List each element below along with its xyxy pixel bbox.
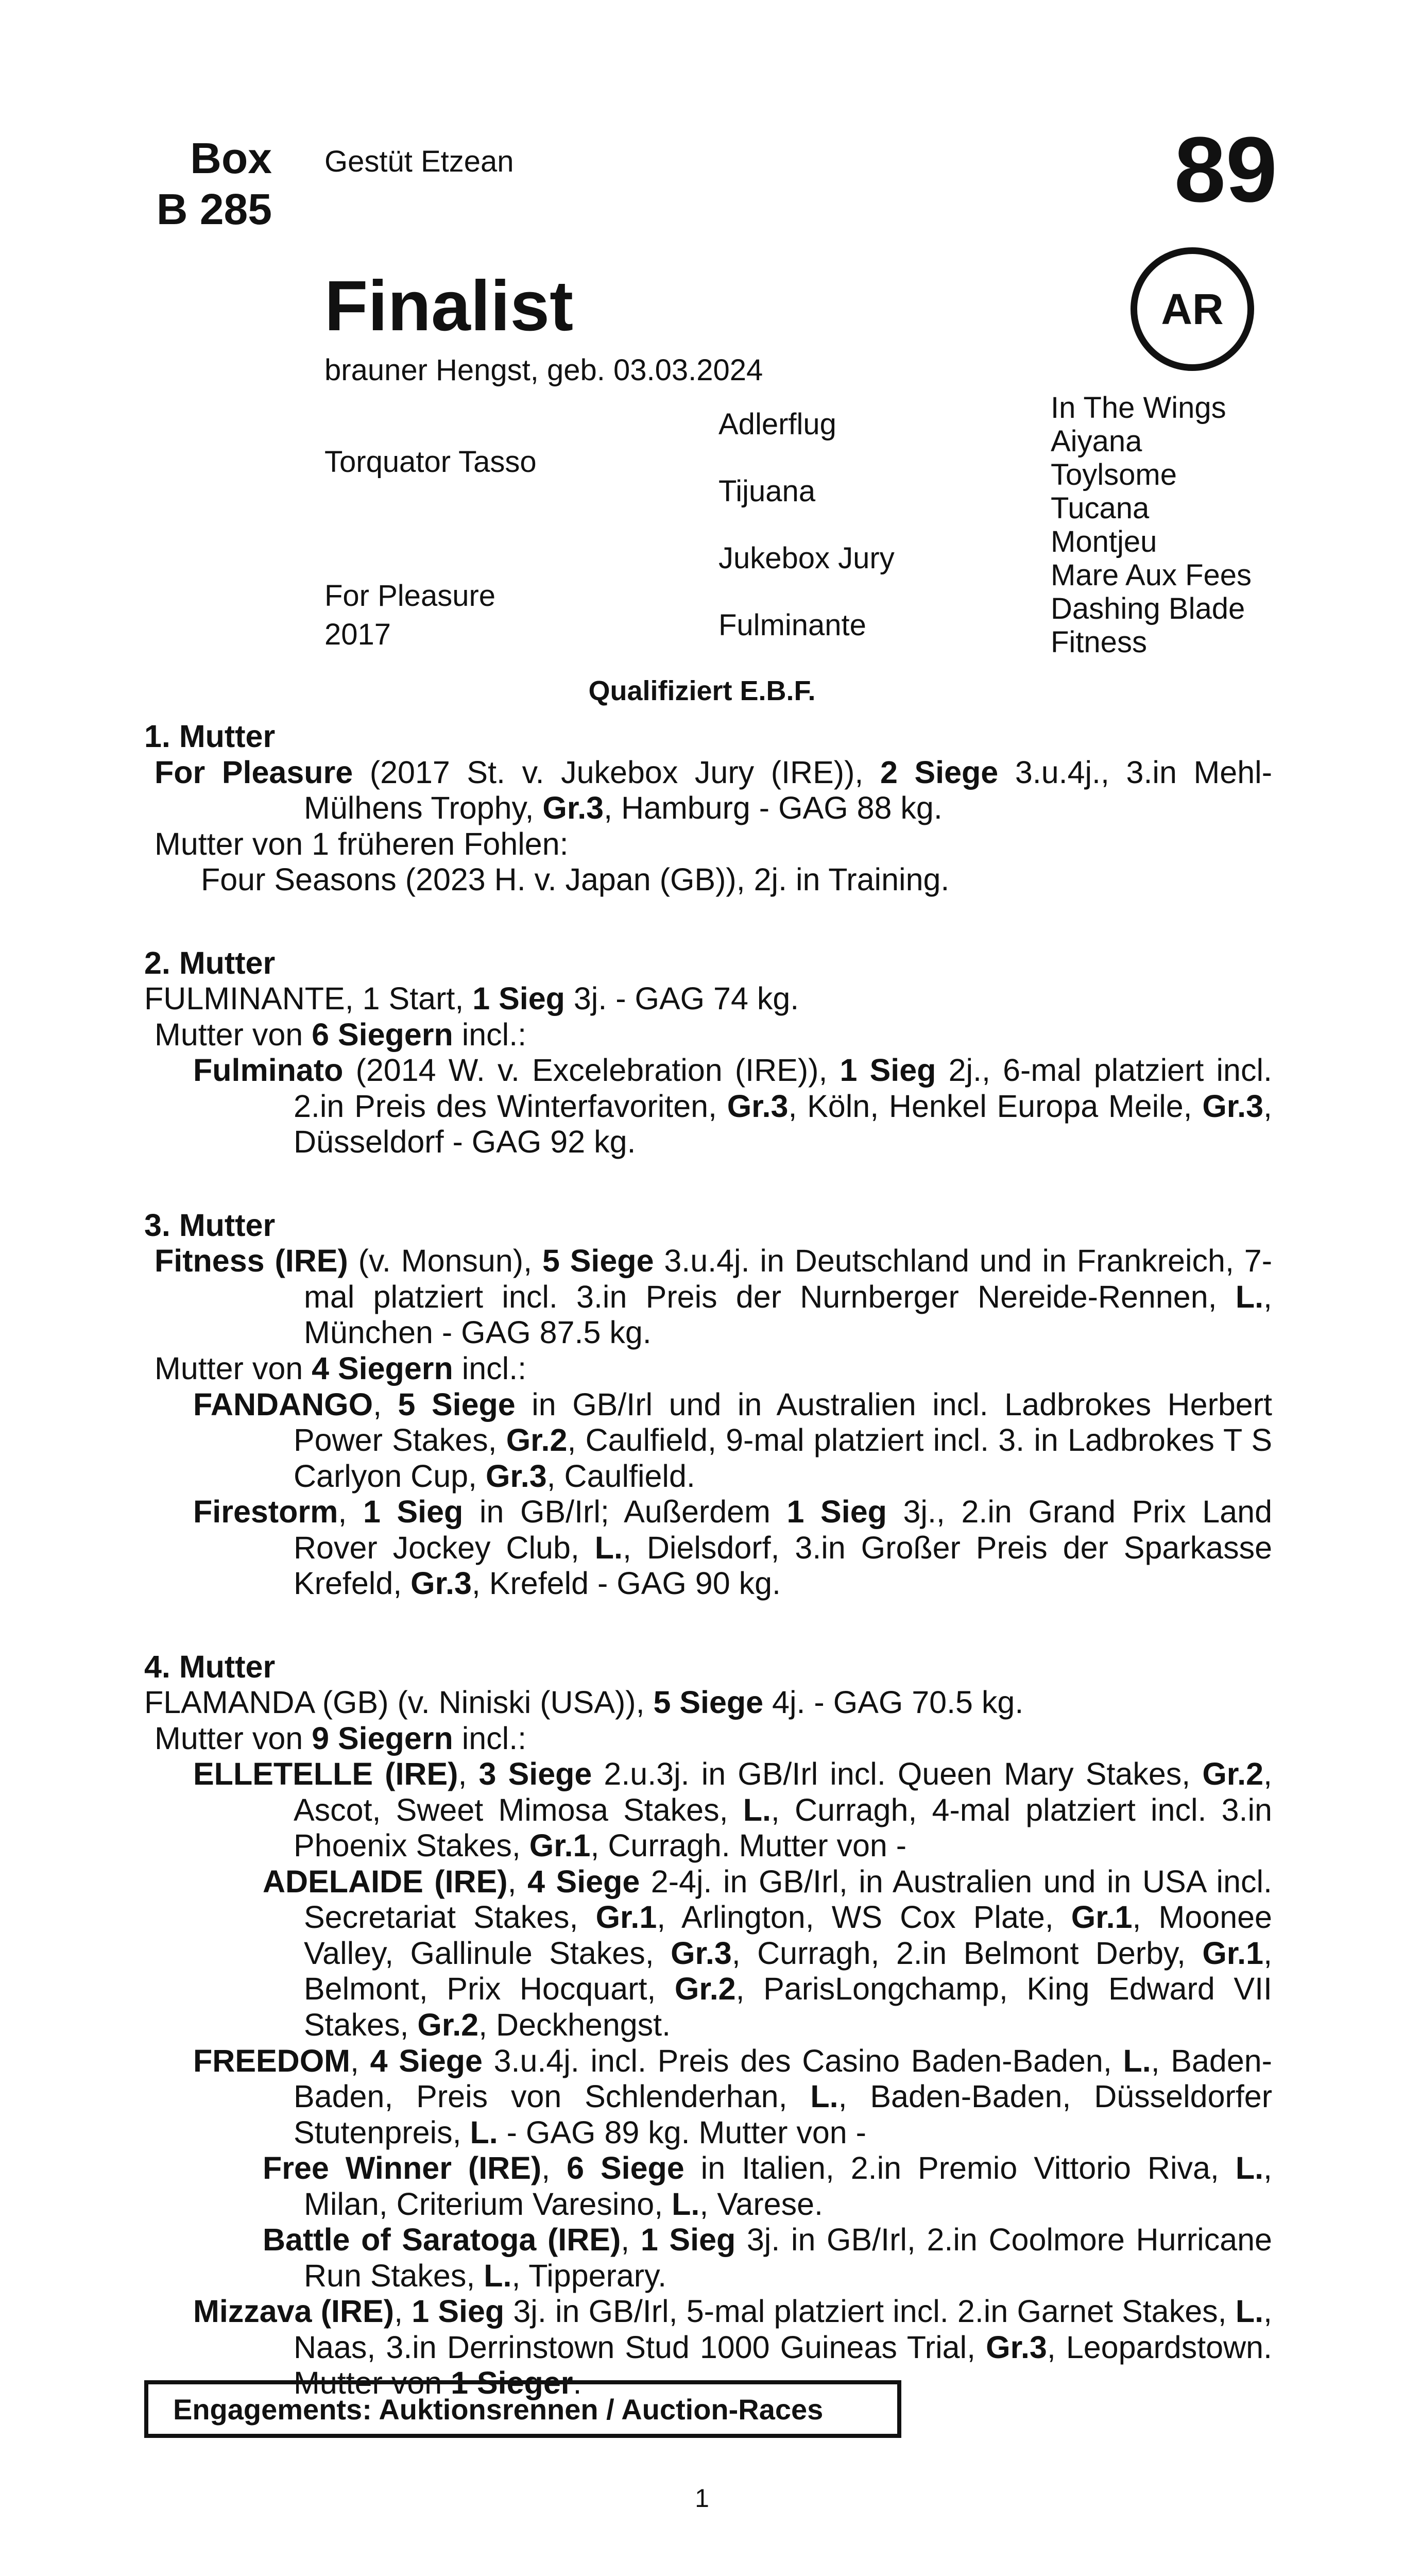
race-grade: Gr.2: [1202, 1756, 1264, 1792]
winner-count: 6 Siegern: [312, 1016, 453, 1052]
ar-badge-icon: [1131, 247, 1254, 371]
entry-text: , Dielsdorf, 3.in Großer Preis der Sparkasse Krefeld,: [294, 1530, 1272, 1601]
entry-text: ,: [394, 2294, 412, 2329]
entry-text: in GB/Irl und in Australien incl. Ladbrokes Herbert Power Stakes,: [294, 1386, 1272, 1458]
race-grade: L.: [1123, 2043, 1151, 2078]
horse-name: ADELAIDE (IRE): [263, 1863, 508, 1899]
entry-text: , Tipperary.: [511, 2258, 667, 2293]
race-grade: Gr.1: [1071, 1900, 1133, 1935]
win-count: 3 Siege: [478, 1756, 592, 1792]
race-grade: Gr.3: [542, 790, 604, 826]
offspring-entry: Four Seasons (2023 H. v. Japan (GB)), 2j. in Training.: [201, 862, 950, 897]
entry-text: , Baden-Baden, Düsseldorfer Stutenpreis,: [294, 2079, 1273, 2150]
horse-name: Battle of Saratoga (IRE): [263, 2222, 621, 2258]
horse-description: brauner Hengst, geb. 03.03.2024: [324, 353, 763, 387]
win-count: 1 Sieg: [786, 1494, 887, 1530]
offspring-intro: [144, 1721, 1272, 1757]
entry-text: 3.u.4j., 3.in Mehl-Mülhens Trophy,: [304, 754, 1273, 826]
race-grade: L.: [743, 1792, 771, 1827]
pedigree-grandparent: Jukebox Jury: [718, 541, 895, 575]
entry-text: , Köln, Henkel Europa Meile,: [788, 1088, 1203, 1124]
offspring-entry: [144, 1387, 1272, 1495]
entry-text: , Varese.: [699, 2186, 823, 2222]
dam-entry: [144, 1685, 1272, 1721]
offspring-intro: [144, 1017, 1272, 1053]
box-label-line1: Box: [190, 134, 272, 182]
entry-text: , Deckhengst.: [478, 2007, 671, 2042]
pedigree-grandparent: Tijuana: [718, 474, 816, 508]
entry-text: in Italien, 2.in Premio Vittorio Riva,: [684, 2150, 1236, 2186]
section-heading: 3. Mutter: [144, 1207, 276, 1243]
horse-name: FREEDOM: [193, 2043, 350, 2078]
race-grade: L.: [1235, 2294, 1264, 2329]
entry-text: 3j. in GB/Irl, 2.in Coolmore Hurricane Run Stakes,: [304, 2222, 1272, 2293]
horse-name: Finalist: [324, 266, 574, 346]
section-heading: 2. Mutter: [144, 945, 276, 980]
race-grade: Gr.3: [485, 1458, 547, 1494]
pedigree-great-grandparent: Fitness: [1051, 625, 1147, 659]
race-grade: Gr.2: [506, 1422, 568, 1458]
race-grade: Gr.3: [1202, 1088, 1264, 1124]
entry-text: , Curragh, 4-mal platziert incl. 3.in Phoenix Stakes,: [294, 1792, 1272, 1863]
race-grade: L.: [484, 2258, 512, 2293]
breeder-name: Gestüt Etzean: [324, 145, 514, 178]
pedigree-great-grandparent: Aiyana: [1051, 425, 1142, 458]
pedigree-great-grandparent: Mare Aux Fees: [1051, 558, 1252, 592]
entry-text: , ParisLongchamp, King Edward VII Stakes,: [304, 1971, 1272, 2042]
entry-text: 2j., 6-mal platziert incl. 2.in Preis des Winterfavoriten,: [294, 1053, 1272, 1124]
horse-name: Fulminato: [193, 1053, 344, 1088]
pedigree-great-grandparent: Montjeu: [1051, 525, 1157, 558]
horse-name: Mizzava (IRE): [193, 2294, 395, 2329]
entry-text: ,: [621, 2222, 641, 2258]
entry-text: (2014 W. v. Excelebration (IRE)),: [343, 1053, 840, 1088]
grand-offspring-entry: [144, 1864, 1272, 2043]
winner-count: 4 Siegern: [312, 1350, 453, 1386]
entry-text: Mutter von: [155, 1720, 312, 1756]
pedigree-grandparent: Fulminante: [718, 608, 866, 642]
pedigree-great-grandparent: Toylsome: [1051, 458, 1177, 492]
entry-text: , Moonee Valley, Gallinule Stakes,: [304, 1900, 1272, 1971]
offspring-intro: Mutter von 1 früheren Fohlen:: [155, 826, 569, 861]
pedigree-dam: For Pleasure: [324, 579, 496, 613]
entry-text: 4j. - GAG 70.5 kg.: [763, 1685, 1024, 1720]
win-count: 1 Sieg: [640, 2222, 736, 2258]
engagements-text: Engagements: Auktionsrennen / Auction-Races: [173, 2393, 824, 2426]
horse-name: ELLETELLE (IRE): [193, 1756, 458, 1792]
entry-text: (2017 St. v. Jukebox Jury (IRE)),: [353, 754, 880, 790]
entry-text: FULMINANTE, 1 Start,: [144, 981, 473, 1016]
entry-text: ,: [338, 1494, 363, 1530]
entry-text: in GB/Irl; Außerdem: [463, 1494, 787, 1530]
winner-count: 9 Siegern: [312, 1720, 453, 1756]
pedigree-great-grandparent: Tucana: [1051, 492, 1150, 525]
horse-name: Free Winner (IRE): [263, 2150, 542, 2186]
race-grade: Gr.1: [595, 1900, 657, 1935]
entry-text: 3j. in GB/Irl, 5-mal platziert incl. 2.in Garnet Stakes,: [504, 2294, 1236, 2329]
win-count: 1 Sieg: [840, 1053, 936, 1088]
horse-name: Firestorm: [193, 1494, 338, 1530]
horse-name: FANDANGO: [193, 1386, 373, 1422]
box-label-line2: B 285: [156, 185, 272, 234]
offspring-entry: [144, 1756, 1272, 1864]
lot-number: 89: [1174, 118, 1277, 222]
win-count: 5 Siege: [542, 1243, 654, 1279]
pedigree-great-grandparent: In The Wings: [1051, 391, 1226, 425]
win-count: 2 Siege: [880, 754, 999, 790]
win-count: 1 Sieg: [472, 981, 565, 1016]
dam-entry: [144, 1243, 1272, 1351]
horse-name: Fitness (IRE): [155, 1243, 348, 1279]
race-grade: Gr.3: [986, 2329, 1047, 2365]
race-grade: Gr.2: [417, 2007, 479, 2042]
race-grade: L.: [594, 1530, 623, 1565]
section-heading: 1. Mutter: [144, 719, 276, 754]
win-count: 4 Siege: [370, 2043, 483, 2078]
engagements-box: [144, 2380, 901, 2438]
entry-text: Mutter von: [155, 1016, 312, 1052]
entry-text: - GAG 89 kg. Mutter von -: [498, 2114, 866, 2150]
entry-text: , München - GAG 87.5 kg.: [304, 1279, 1272, 1350]
catalogue-body: [144, 719, 1272, 2401]
entry-text: .: [573, 2365, 582, 2401]
offspring-intro: [144, 1351, 1272, 1387]
entry-text: 3j. - GAG 74 kg.: [564, 981, 799, 1016]
entry-text: ,: [507, 1863, 528, 1899]
entry-text: incl.:: [453, 1350, 527, 1386]
entry-text: , Ascot, Sweet Mimosa Stakes,: [294, 1756, 1272, 1827]
race-grade: Gr.2: [674, 1971, 736, 2007]
pedigree-sire: Torquator Tasso: [324, 445, 537, 479]
grand-offspring-entry: [144, 2150, 1272, 2222]
horse-name: For Pleasure: [155, 754, 353, 790]
race-grade: L.: [672, 2186, 700, 2222]
offspring-entry: [144, 1053, 1272, 1160]
entry-text: 2-4j. in GB/Irl, in Australien und in USA incl. Secretariat Stakes,: [304, 1863, 1273, 1935]
entry-text: , Krefeld - GAG 90 kg.: [471, 1566, 781, 1601]
ar-badge-text: AR: [1161, 284, 1224, 333]
section-heading: 4. Mutter: [144, 1649, 276, 1684]
offspring-entry: [144, 1494, 1272, 1602]
pedigree-dam-year: 2017: [324, 618, 391, 651]
win-count: 4 Siege: [527, 1863, 640, 1899]
entry-text: , Düsseldorf - GAG 92 kg.: [294, 1088, 1272, 1160]
race-grade: Gr.3: [671, 1935, 732, 1971]
page-number: 1: [695, 2484, 709, 2513]
entry-text: 2.u.3j. in GB/Irl incl. Queen Mary Stakes,: [592, 1756, 1203, 1792]
entry-text: , Naas, 3.in Derrinstown Stud 1000 Guineas Trial,: [294, 2294, 1272, 2365]
entry-text: , Caulfield, 9-mal platziert incl. 3. in Ladbrokes T S Carlyon Cup,: [294, 1422, 1273, 1494]
entry-text: (v. Monsun),: [348, 1243, 542, 1279]
race-grade: L.: [1235, 2150, 1264, 2186]
entry-text: , Milan, Criterium Varesino,: [304, 2150, 1272, 2222]
race-grade: Gr.1: [529, 1828, 591, 1863]
win-count: 5 Siege: [653, 1685, 764, 1720]
entry-text: FLAMANDA (GB) (v. Niniski (USA)),: [144, 1685, 654, 1720]
entry-text: , Curragh, 2.in Belmont Derby,: [731, 1935, 1203, 1971]
entry-text: Mutter von: [155, 1350, 312, 1386]
winner-count: 1 Sieger: [451, 2365, 573, 2401]
race-grade: Gr.3: [727, 1088, 789, 1124]
entry-text: 3.u.4j. in Deutschland und in Frankreich, 7-mal platziert incl. 3.in Preis der Nurnberger Nereide-Rennen,: [304, 1243, 1273, 1314]
dam-entry: [144, 755, 1272, 826]
entry-text: , Curragh. Mutter von -: [590, 1828, 907, 1863]
entry-text: 3.u.4j. incl. Preis des Casino Baden-Baden,: [482, 2043, 1123, 2078]
win-count: 1 Sieg: [412, 2294, 505, 2329]
box-label: [148, 133, 272, 235]
race-grade: L.: [1235, 1279, 1264, 1314]
entry-text: , Belmont, Prix Hocquart,: [304, 1935, 1273, 2007]
entry-text: , Arlington, WS Cox Plate,: [657, 1900, 1071, 1935]
entry-text: ,: [373, 1386, 398, 1422]
entry-text: incl.:: [453, 1016, 527, 1052]
race-grade: L.: [470, 2114, 498, 2150]
win-count: 5 Siege: [398, 1386, 516, 1422]
race-grade: Gr.3: [410, 1566, 472, 1601]
pedigree-grandparent: Adlerflug: [718, 408, 836, 441]
offspring-entry: [144, 2043, 1272, 2151]
dam-entry: [144, 981, 1272, 1017]
entry-text: incl.:: [453, 1720, 527, 1756]
entry-text: , Caulfield.: [546, 1458, 695, 1494]
entry-text: ,: [350, 2043, 370, 2078]
entry-text: , Hamburg - GAG 88 kg.: [604, 790, 943, 826]
entry-text: ,: [458, 1756, 479, 1792]
entry-text: , Leopardstown. Mutter von: [294, 2329, 1272, 2401]
qualification-label: Qualifiziert E.B.F.: [588, 675, 816, 706]
win-count: 6 Siege: [567, 2150, 684, 2186]
grand-offspring-entry: [144, 2222, 1272, 2294]
race-grade: Gr.1: [1202, 1935, 1264, 1971]
entry-text: ,: [541, 2150, 567, 2186]
entry-text: , Baden-Baden, Preis von Schlenderhan,: [294, 2043, 1272, 2114]
win-count: 1 Sieg: [363, 1494, 464, 1530]
pedigree-great-grandparent: Dashing Blade: [1051, 592, 1245, 625]
race-grade: L.: [810, 2079, 838, 2114]
entry-text: 3j., 2.in Grand Prix Land Rover Jockey Club,: [294, 1494, 1272, 1565]
